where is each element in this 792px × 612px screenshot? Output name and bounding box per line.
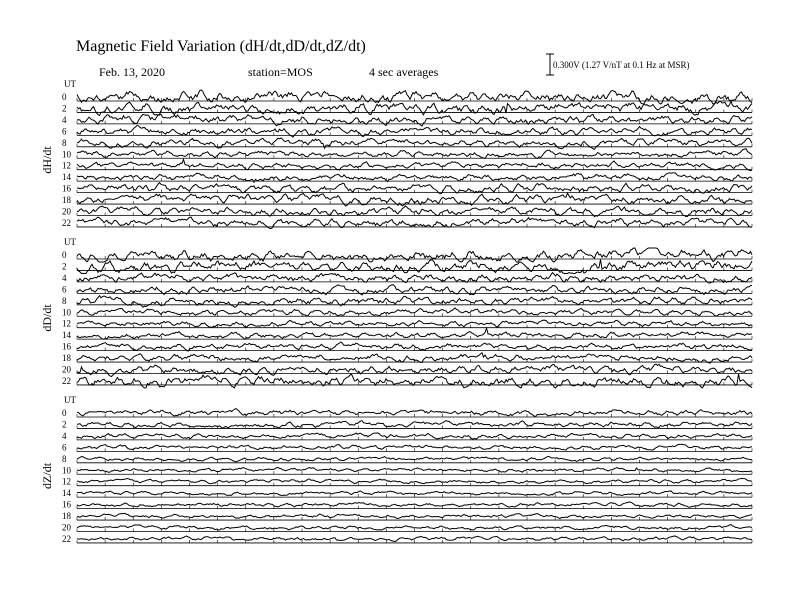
row-label: 18 [62,511,71,522]
row-label: 4 [62,114,67,125]
row-label: 16 [62,183,71,194]
panel-ylabel: dH/dt [40,146,54,174]
panel-ylabel: dZ/dt [40,462,54,489]
row-label: 10 [62,307,71,318]
date-label: Feb. 13, 2020 [99,65,165,79]
panel-dH-dt [40,79,752,229]
trace-row [77,259,752,273]
row-label: 22 [62,217,71,228]
row-label: 8 [62,137,67,148]
row-label: 10 [62,465,71,476]
trace-row [77,101,752,115]
trace-row [77,296,752,307]
row-label: 6 [62,442,67,453]
row-label: 14 [62,172,71,183]
trace-row [77,364,752,376]
row-label: 12 [62,160,71,171]
ut-axis-label: UT [64,395,76,405]
row-label: 4 [62,272,67,283]
row-label: 16 [62,499,71,510]
ut-axis-label: UT [64,79,76,89]
row-label: 12 [62,476,71,487]
row-label: 0 [62,92,67,102]
scale-bar [546,54,554,75]
row-label: 8 [62,453,67,464]
ut-axis-label: UT [64,237,76,247]
row-label: 0 [62,408,67,418]
row-label: 22 [62,375,71,386]
row-label: 2 [62,103,67,114]
row-label: 10 [62,149,71,160]
panel-dZ-dt [40,395,752,544]
scale-bar-label: 0.300V (1.27 V/nT at 0.1 Hz at MSR) [553,60,690,70]
averaging-label: 4 sec averages [369,65,439,79]
row-label: 20 [62,206,71,217]
trace-row [77,248,752,262]
row-label: 16 [62,341,71,352]
row-label: 18 [62,353,71,364]
row-label: 0 [62,250,67,260]
row-label: 18 [62,195,71,206]
station-label: station=MOS [248,65,313,79]
row-label: 22 [62,533,71,544]
row-label: 2 [62,261,67,272]
row-label: 20 [62,364,71,375]
row-label: 12 [62,318,71,329]
trace-row [77,138,752,149]
row-label: 20 [62,522,71,533]
row-label: 14 [62,488,71,499]
panel-ylabel: dD/dt [40,304,54,332]
row-label: 14 [62,330,71,341]
panel-dD-dt [40,237,752,388]
row-label: 4 [62,430,67,441]
row-label: 8 [62,295,67,306]
trace-row [77,90,752,104]
chart-title: Magnetic Field Variation (dH/dt,dD/dt,dZ/dt) [76,38,366,55]
row-label: 2 [62,419,67,430]
trace-row [77,374,752,388]
row-label: 6 [62,284,67,295]
row-label: 6 [62,126,67,137]
